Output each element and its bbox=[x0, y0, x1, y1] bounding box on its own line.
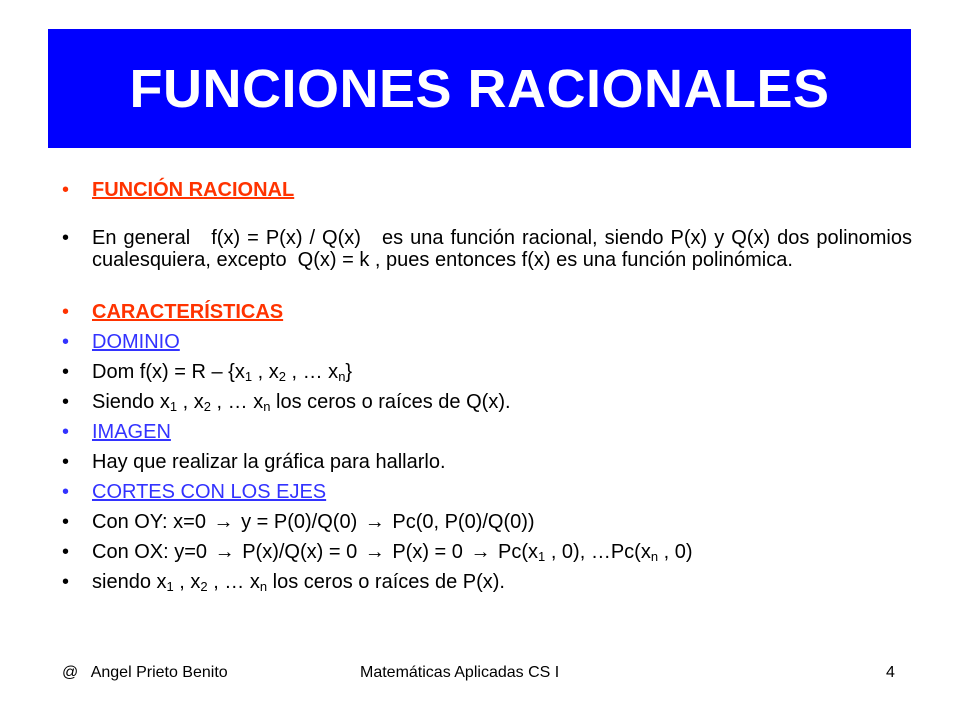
arrow-right-icon: → bbox=[359, 511, 391, 533]
arrow-right-icon: → bbox=[359, 541, 391, 563]
heading-imagen: IMAGEN bbox=[92, 421, 171, 443]
list-item bbox=[62, 571, 912, 593]
list-item bbox=[62, 481, 912, 503]
footer-page-number: 4 bbox=[886, 664, 895, 681]
slide-title: FUNCIONES RACIONALES bbox=[129, 58, 830, 119]
ceros-q-text: Siendo $x_1$ , $x_2$ , … $x_n$ los ceros o raíces de Q(x). bbox=[92, 391, 511, 414]
footer-course: Matemáticas Aplicadas CS I bbox=[360, 664, 560, 681]
list-item bbox=[62, 391, 912, 413]
heading-cortes: CORTES CON LOS EJES bbox=[92, 481, 327, 503]
list-item bbox=[62, 361, 912, 383]
bullet-icon: • bbox=[62, 481, 70, 503]
list-item bbox=[62, 541, 912, 563]
dominio-text: Dom $f(x) = R - \{x_1$ , $x_2$ , … $x_n$} bbox=[92, 361, 353, 384]
arrow-right-icon: → bbox=[464, 541, 497, 563]
footer-author: @ Angel Prieto Benito bbox=[62, 664, 228, 681]
bullet-icon: • bbox=[62, 511, 70, 533]
bullet-list bbox=[62, 179, 918, 594]
list-item bbox=[62, 301, 912, 323]
list-item bbox=[62, 451, 912, 473]
heading-dominio: DOMINIO bbox=[92, 331, 180, 353]
list-item bbox=[62, 511, 912, 533]
imagen-text: Hay que realizar la gráfica para hallarlo. bbox=[92, 451, 446, 473]
bullet-icon: • bbox=[62, 301, 70, 323]
bullet-icon: • bbox=[62, 227, 70, 249]
list-item bbox=[62, 179, 912, 201]
corte-oy-text: Con OY: x=0 → y = P(0)/Q(0) → Pc(0, P(0)/Q(0)) bbox=[92, 511, 535, 533]
ceros-p-text: siendo $x_1$ , $x_2$ , … $x_n$ los ceros o raíces de P(x). bbox=[92, 571, 505, 594]
bullet-icon: • bbox=[62, 179, 70, 201]
corte-ox-text: Con OX: $y=0 \to P(x)/Q(x) = 0 \to P(x) = 0 \to Pc(x_1$ , 0), $\dots Pc(x_n$ , 0) bbox=[92, 541, 693, 564]
list-item bbox=[62, 421, 912, 443]
title-banner bbox=[48, 29, 911, 148]
list-item bbox=[62, 331, 912, 353]
arrow-right-icon: → bbox=[207, 511, 240, 533]
arrow-right-icon: → bbox=[209, 541, 241, 563]
bullet-icon: • bbox=[62, 391, 70, 413]
list-item bbox=[62, 227, 918, 271]
bullet-icon: • bbox=[62, 331, 70, 353]
bullet-icon: • bbox=[62, 421, 70, 443]
heading-funcion-racional: FUNCIÓN RACIONAL bbox=[92, 179, 295, 201]
bullet-icon: • bbox=[62, 571, 70, 593]
definition-paragraph: En general f(x) = P(x) / Q(x) es una función racional, siendo P(x) y Q(x) dos polinomios cualesquiera, excepto Q(x) = k , pues entonces f(x) es una función polinómica. bbox=[92, 227, 918, 271]
bullet-icon: • bbox=[62, 451, 70, 473]
bullet-icon: • bbox=[62, 361, 70, 383]
bullet-icon: • bbox=[62, 541, 70, 563]
heading-caracteristicas: CARACTERÍSTICAS bbox=[92, 301, 284, 323]
